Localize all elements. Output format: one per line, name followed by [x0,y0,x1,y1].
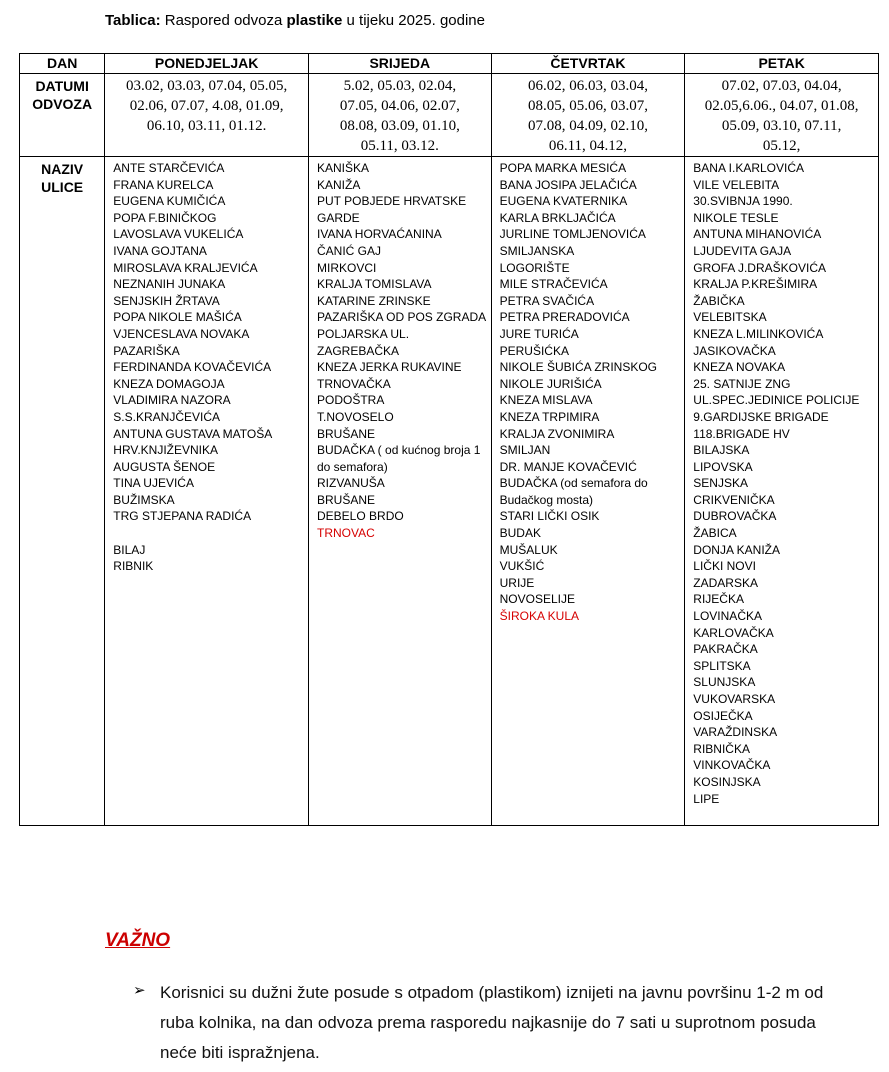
street-name: DR. MANJE KOVAČEVIĆ [499,459,637,474]
street-name: OSIJEČKA [693,708,753,723]
street-name: RIZVANUŠA [317,476,385,491]
important-heading: VAŽNO [105,930,171,951]
date-line: 08.05, 05.06, 03.07, [527,98,648,114]
street-name: FERDINANDA KOVAČEVIĆA [113,360,272,375]
street-name: IVANA HORVAĆANINA [317,227,442,242]
street-name: PODOŠTRA [317,393,385,408]
street-name: NIKOLE ŠUBIĆA ZRINSKOG [499,360,657,375]
street-name: ŽABICA [693,526,737,541]
street-name: NIKOLE TESLE [693,210,779,225]
street-name: LAVOSLAVA VUKELIĆA [113,227,244,242]
street-spacer [113,525,308,542]
street-name: DUBROVAČKA [693,509,777,524]
date-line: 06.02, 06.03, 03.04, [527,78,648,94]
street-name: POLJARSKA UL. [317,326,410,341]
street-name: KANIŽA [317,177,361,192]
street-name: VILE VELEBITA [693,177,780,192]
streets-label [20,157,105,826]
dates-label-line: ODVOZA [32,96,93,112]
street-name: RIBNIČKA [693,741,750,756]
street-name: JURE TURIĆA [499,326,579,341]
street-name: KARLOVAČKA [693,625,774,640]
street-name: SMILJANSKA [499,243,575,258]
street-name: ČANIĆ GAJ [317,243,382,258]
street-name: SENJSKIH ŽRTAVA [113,293,220,308]
street-name: S.S.KRANJČEVIĆA [113,409,220,424]
streets-cetvrtak [491,157,685,826]
street-name: NIKOLE JURIŠIĆA [499,376,602,391]
street-name: ANTUNA GUSTAVA MATOŠA [113,426,273,441]
street-name: GARDE [317,210,360,225]
street-name: TRNOVAČKA [317,376,391,391]
street-name: LOGORIŠTE [499,260,570,275]
street-name: TRG STJEPANA RADIĆA [113,509,252,524]
street-name: EUGENA KVATERNIKA [499,194,628,209]
caption-mid: Raspored odvoza [160,12,287,29]
street-name: POPA NIKOLE MAŠIĆA [113,310,242,325]
dates-srijeda [309,74,492,157]
street-name: PETRA SVAČIĆA [499,293,595,308]
date-line: 05.09, 03.10, 07.11, [721,118,842,134]
street-name: KNEZA L.MILINKOVIĆA [693,326,824,341]
date-line: 06.10, 03.11, 01.12. [146,118,267,134]
street-name: MIROSLAVA KRALJEVIĆA [113,260,258,275]
street-name: BUDAČKA ( od kućnog broja 1 [317,443,481,458]
note-text: Korisnici su dužni žute posude s otpadom (plastikom) iznijeti na javnu površinu 1-2 m od ruba kolnika, na dan odvoza prema rasporedu najkasnije do 7 sati u suprotnom posuda neće biti ispražnjena. [160,983,824,1062]
street-name: ZADARSKA [693,575,758,590]
street-name: VUKOVARSKA [693,692,776,706]
street-name: PAZARIŠKA OD POS ZGRADA [317,310,487,325]
street-name: RIBNIK [113,559,154,574]
date-line: 03.02, 03.03, 07.04, 05.05, [126,78,288,94]
street-name: BRUŠANE [317,492,376,507]
street-name: KARLA BRKLJAČIĆA [499,210,616,225]
header-srijeda: SRIJEDA [309,54,492,74]
street-name: BRUŠANE [317,426,376,441]
street-name: 25. SATNIJE ZNG [693,376,791,391]
dates-petak [685,74,879,157]
street-name: BANA JOSIPA JELAČIĆA [499,177,637,192]
street-name: Budačkog mosta) [499,492,594,507]
street-name: BILAJSKA [693,443,750,458]
street-name: KRALJA TOMISLAVA [317,277,432,292]
street-name: ŠIROKA KULA [499,609,579,624]
header-dan: DAN [20,54,105,74]
street-name: PAZARIŠKA [113,343,180,358]
street-name: MUŠALUK [499,542,558,557]
streets-srijeda [309,157,492,826]
street-name: JASIKOVAČKA [693,343,776,358]
street-name: PETRA PRERADOVIĆA [499,310,630,325]
street-name: VELEBITSKA [693,310,767,325]
street-name: KRALJA P.KREŠIMIRA [693,277,818,292]
dates-ponedjeljak [105,74,309,157]
street-name: KATARINE ZRINSKE [317,293,431,308]
street-name: SPLITSKA [693,658,751,673]
streets-ponedjeljak [105,157,309,826]
caption-prefix: Tablica: [105,12,161,29]
street-name: SENJSKA [693,476,748,491]
streets-row [20,157,879,826]
street-name: 9.GARDIJSKE BRIGADE [693,409,829,424]
streets-label-line: NAZIV [41,161,84,177]
street-name: MILE STRAČEVIĆA [499,277,608,292]
street-name: KNEZA JERKA RUKAVINE [317,360,462,375]
note-block [133,978,853,1068]
street-name: KOSINJSKA [693,774,761,789]
street-name: TINA UJEVIĆA [113,476,194,491]
dates-label-line: DATUMI [35,78,89,94]
street-name: DEBELO BRDO [317,509,404,524]
street-name: VINKOVAČKA [693,758,771,773]
street-name: PERUŠIĆKA [499,343,569,358]
street-name: NOVOSELIJE [499,592,575,607]
street-name: BANA I.KARLOVIĆA [693,161,805,175]
street-name: NEZNANIH JUNAKA [113,277,226,292]
street-name: UL.SPEC.JEDINICE POLICIJE [693,393,860,408]
street-name: KNEZA DOMAGOJA [113,376,225,391]
street-name: MIRKOVCI [317,260,377,275]
street-name: BILAJ [113,542,146,557]
street-name: AUGUSTA ŠENOE [113,459,216,474]
header-petak: PETAK [685,54,879,74]
street-name: PUT POBJEDE HRVATSKE [317,194,467,209]
streets-petak [685,157,879,826]
schedule-table [19,53,879,826]
street-name: ANTUNA MIHANOVIĆA [693,227,822,242]
date-line: 07.05, 04.06, 02.07, [339,98,460,114]
street-name: CRIKVENIČKA [693,492,775,507]
street-name: DONJA KANIŽA [693,542,780,557]
street-name: POPA F.BINIČKOG [113,210,217,225]
header-ponedjeljak: PONEDJELJAK [105,54,309,74]
street-name: SMILJAN [499,443,551,458]
street-name: FRANA KURELCA [113,177,214,192]
date-line: 02.06, 07.07, 4.08, 01.09, [129,98,284,114]
street-name: BUŽIMSKA [113,492,175,507]
street-name: 30.SVIBNJA 1990. [693,194,793,209]
street-name: VUKŠIĆ [499,559,545,574]
street-name: do semafora) [317,459,388,474]
streets-label-line: ULICE [41,179,84,195]
street-name: KNEZA MISLAVA [499,393,593,408]
street-name: LIPE [693,791,720,806]
street-name: BUDAČKA (od semafora do [499,476,648,491]
arrow-bullet-icon: ➢ [133,982,146,999]
street-name: ANTE STARČEVIĆA [113,161,225,175]
header-row [20,54,879,74]
date-line: 05.11, 03.12. [360,138,439,154]
street-name: KNEZA NOVAKA [693,360,786,375]
dates-cetvrtak [491,74,685,157]
street-name: KRALJA ZVONIMIRA [499,426,615,441]
street-name: 118.BRIGADE HV [693,426,790,441]
street-name: LJUDEVITA GAJA [693,243,792,258]
street-name: VLADIMIRA NAZORA [113,393,231,408]
street-name: PAKRAČKA [693,642,758,657]
street-name: KANIŠKA [317,161,370,175]
street-name: POPA MARKA MESIĆA [499,161,627,175]
date-line: 02.05,6.06., 04.07, 01.08, [704,98,859,114]
date-line: 07.08, 04.09, 02.10, [527,118,648,134]
date-line: 07.02, 07.03, 04.04, [721,78,842,94]
street-name: KNEZA TRPIMIRA [499,409,600,424]
street-name: LOVINAČKA [693,609,762,624]
date-line: 5.02, 05.03, 02.04, [343,78,457,94]
street-name: EUGENA KUMIČIĆA [113,194,226,209]
street-name: RIJEČKA [693,592,744,607]
street-name: TRNOVAC [317,526,375,541]
street-name: ZAGREBAČKA [317,343,400,358]
header-cetvrtak: ČETVRTAK [491,54,685,74]
street-name: SLUNJSKA [693,675,756,690]
dates-label [20,74,105,157]
street-name: LIPOVSKA [693,459,753,474]
street-name: T.NOVOSELO [317,409,394,424]
street-name: VJENCESLAVA NOVAKA [113,326,250,341]
table-caption [105,12,485,29]
street-name: ŽABIČKA [693,293,745,308]
caption-bold: plastike [286,12,343,29]
street-name: VARAŽDINSKA [693,725,778,740]
street-name: STARI LIČKI OSIK [499,509,600,524]
date-line: 06.11, 04.12, [548,138,628,154]
date-line: 05.12, [762,138,801,154]
date-line: 08.08, 03.09, 01.10, [339,118,460,134]
street-name: LIČKI NOVI [693,559,756,574]
street-name: JURLINE TOMLJENOVIĆA [499,227,646,242]
street-name: GROFA J.DRAŠKOVIĆA [693,260,826,275]
dates-row [20,74,879,157]
street-name: IVANA GOJTANA [113,243,207,258]
street-name: HRV.KNJIŽEVNIKA [113,443,218,458]
street-name: URIJE [499,575,535,590]
street-name: BUDAK [499,526,541,541]
caption-suffix: u tijeku 2025. godine [342,12,485,29]
